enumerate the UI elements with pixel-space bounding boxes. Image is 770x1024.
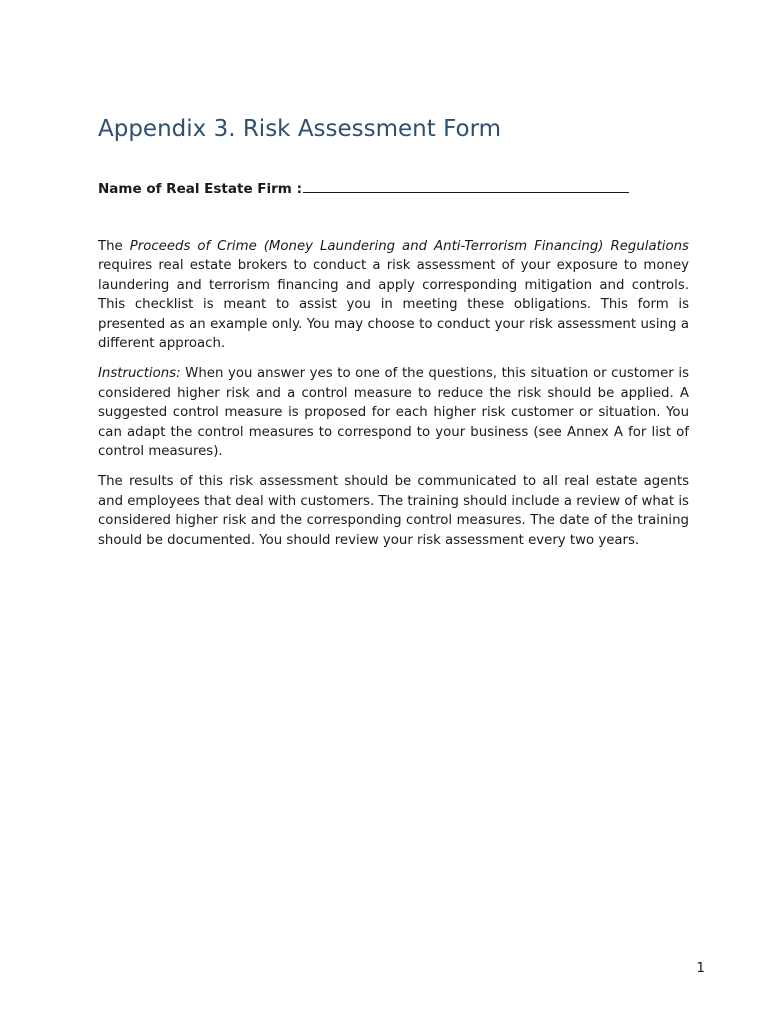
intro-lead: The <box>98 239 130 254</box>
intro-rest: requires real estate brokers to conduct a risk assessment of your exposure to money laundering and terrorism financing and apply corresponding mitigation and controls. This checklist is meant to assist you in meeting these obligations. This form is presented as an example only. You may choose to conduct your risk assessment using a different approach. <box>98 258 689 352</box>
instructions-rest: When you answer yes to one of the questions, this situation or customer is considered higher risk and a control measure to reduce the risk should be applied. A suggested control measure is proposed for each higher risk customer or situation. You can adapt the control measures to correspond to your business (see Annex A for list of control measures). <box>98 366 689 460</box>
document-body <box>98 237 689 561</box>
firm-name-blank-line <box>303 178 629 193</box>
page-number: 1 <box>696 960 705 976</box>
instructions-label: Instructions: <box>98 366 181 382</box>
page-title: Appendix 3. Risk Assessment Form <box>98 116 502 142</box>
firm-name-label: Name of Real Estate Firm : <box>98 181 302 197</box>
firm-name-field <box>98 178 629 197</box>
instructions-paragraph <box>98 364 689 461</box>
regulation-name: Proceeds of Crime (Money Laundering and Anti-Terrorism Financing) Regulations <box>129 239 689 254</box>
results-paragraph: The results of this risk assessment should be communicated to all real estate agents and employees that deal with customers. The training should include a review of what is considered higher risk and the corresponding control measures. The date of the training should be documented. You should review your risk assessment every two years. <box>98 474 689 548</box>
intro-paragraph <box>98 237 689 353</box>
